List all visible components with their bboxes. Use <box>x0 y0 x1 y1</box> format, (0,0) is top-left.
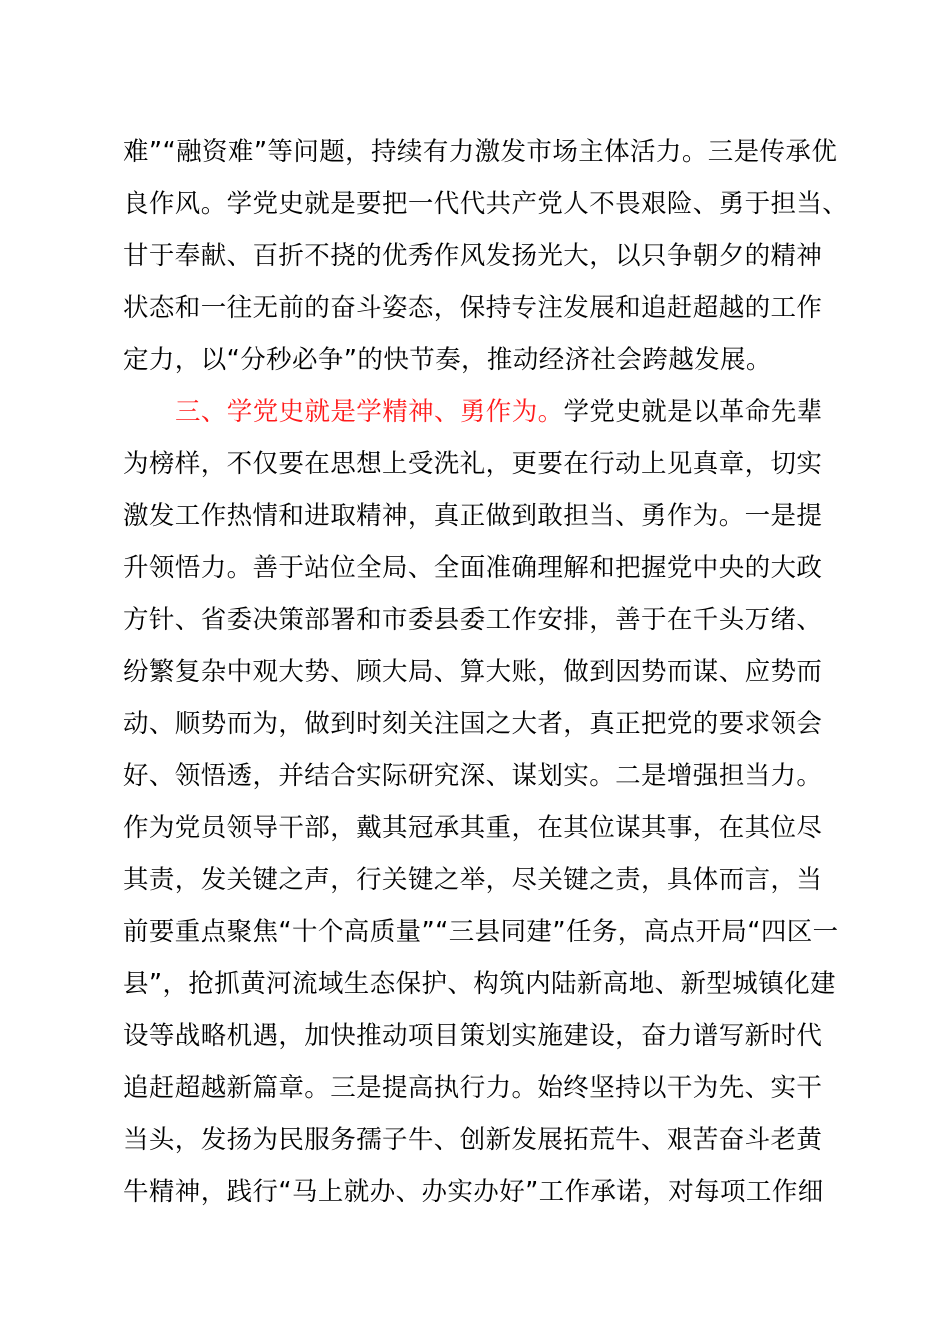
paragraph-line: 作为党员领导干部，戴其冠承其重，在其位谋其事，在其位尽 <box>123 813 823 843</box>
paragraph-line: 追赶超越新篇章。三是提高执行力。始终坚持以干为先、实干 <box>123 1073 823 1103</box>
paragraph-line: 方针、省委决策部署和市委县委工作安排，善于在千头万绪、 <box>123 605 823 635</box>
paragraph-line: 难”“融资难”等问题，持续有力激发市场主体活力。三是传承优 <box>123 137 838 167</box>
paragraph-line: 为榜样，不仅要在思想上受洗礼，更要在行动上见真章，切实 <box>123 449 823 479</box>
paragraph-line: 定力，以“分秒必争”的快节奏，推动经济社会跨越发展。 <box>123 345 772 375</box>
paragraph-line: 动、顺势而为，做到时刻关注国之大者，真正把党的要求领会 <box>123 709 823 739</box>
paragraph-line: 状态和一往无前的奋斗姿态，保持专注发展和追赶超越的工作 <box>123 293 823 323</box>
paragraph-line: 好、领悟透，并结合实际研究深、谋划实。二是增强担当力。 <box>123 761 823 791</box>
paragraph-line: 设等战略机遇，加快推动项目策划实施建设，奋力谱写新时代 <box>123 1021 823 1051</box>
paragraph-line: 其责，发关键之声，行关键之举，尽关键之责，具体而言，当 <box>123 865 823 895</box>
paragraph-line: 纷繁复杂中观大势、顾大局、算大账，做到因势而谋、应势而 <box>123 657 823 687</box>
paragraph-line: 升领悟力。善于站位全局、全面准确理解和把握党中央的大政 <box>123 553 823 583</box>
paragraph-line: 牛精神，践行“马上就办、办实办好”工作承诺，对每项工作细 <box>123 1177 824 1207</box>
paragraph-line: 县”，抢抓黄河流域生态保护、构筑内陆新高地、新型城镇化建 <box>123 969 836 999</box>
section-heading: 三、学党史就是学精神、勇作为。 <box>175 397 564 427</box>
paragraph-line: 甘于奉献、百折不挠的优秀作风发扬光大，以只争朝夕的精神 <box>123 241 823 271</box>
section-heading-continuation: 学党史就是以革命先辈 <box>563 397 823 427</box>
paragraph-line: 当头，发扬为民服务孺子牛、创新发展拓荒牛、艰苦奋斗老黄 <box>123 1125 823 1155</box>
paragraph-line: 激发工作热情和进取精神，真正做到敢担当、勇作为。一是提 <box>123 501 823 531</box>
paragraph-line: 良作风。学党史就是要把一代代共产党人不畏艰险、勇于担当、 <box>123 189 849 219</box>
paragraph-line: 前要重点聚焦“十个高质量”“三县同建”任务，高点开局“四区一 <box>123 917 839 947</box>
section-heading-line <box>175 386 823 438</box>
